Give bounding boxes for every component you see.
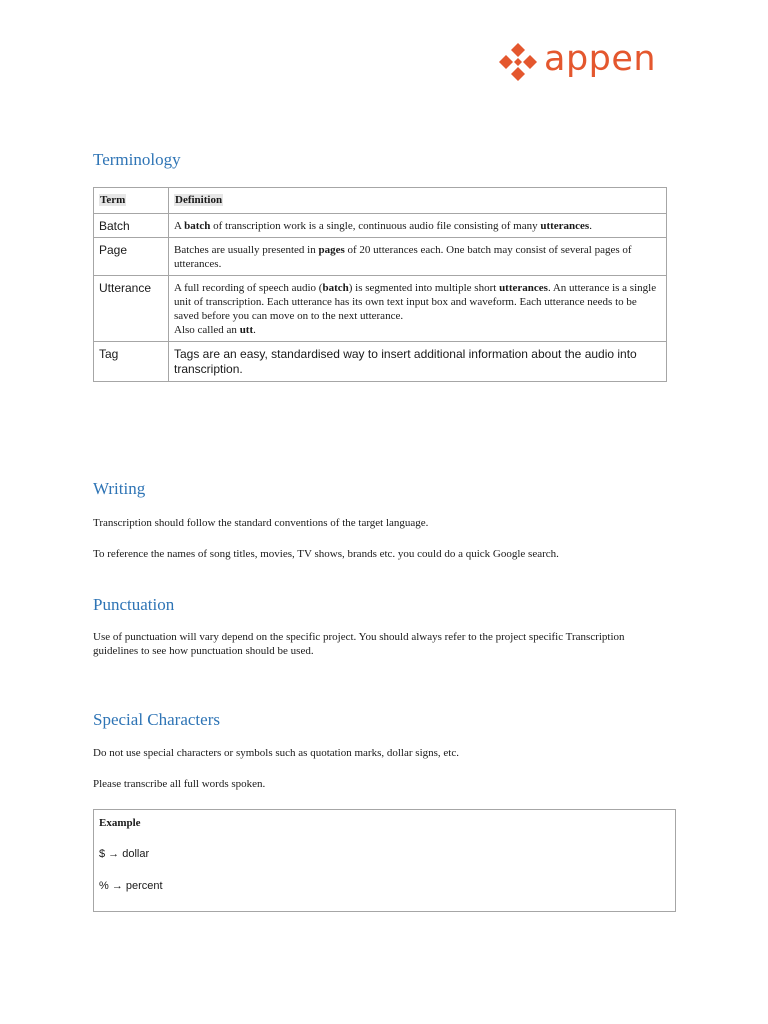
punctuation-heading: Punctuation (93, 595, 175, 614)
definition-cell: A full recording of speech audio (batch) is segmented into multiple short utterances. An utterance is a single unit of transcription. Each utterance has its own text input box and waveform. Each utterance needs to be saved before you can move on to the next utterance. Also called an utt. (169, 276, 667, 342)
special-paragraph-1: Do not use special characters or symbols such as quotation marks, dollar signs, etc. (93, 747, 459, 759)
table-header-row (94, 188, 667, 214)
example-box (93, 809, 676, 912)
example-line-percent: % → percent (99, 880, 163, 892)
terminology-heading: Terminology (93, 150, 181, 169)
writing-heading: Writing (93, 479, 146, 498)
definition-cell: Batches are usually presented in pages of 20 utterances each. One batch may consist of several pages of utterances. (169, 238, 667, 276)
appen-logo (498, 39, 657, 82)
table-row (94, 214, 667, 238)
writing-paragraph-2: To reference the names of song titles, movies, TV shows, brands etc. you could do a quick Google search. (93, 548, 559, 560)
table-row (94, 276, 667, 342)
logo-wordmark: appen (544, 39, 657, 79)
punctuation-paragraph: Use of punctuation will vary depend on the specific project. You should always refer to the project specific Transcription guidelines to see how punctuation should be used. (93, 631, 625, 657)
term-cell: Batch (94, 214, 169, 238)
example-title: Example (99, 817, 141, 829)
term-cell: Utterance (94, 276, 169, 342)
header-term: Term (94, 188, 169, 214)
special-paragraph-2: Please transcribe all full words spoken. (93, 778, 266, 790)
term-cell: Tag (94, 342, 169, 382)
writing-paragraph-1: Transcription should follow the standard conventions of the target language. (93, 517, 429, 529)
terminology-table (93, 187, 667, 382)
term-cell: Page (94, 238, 169, 276)
header-definition: Definition (169, 188, 667, 214)
table-row (94, 238, 667, 276)
special-characters-heading: Special Characters (93, 710, 220, 729)
example-line-dollar: $ → dollar (99, 848, 150, 860)
diamond-cluster-icon (498, 42, 538, 82)
table-row (94, 342, 667, 382)
definition-cell: A batch of transcription work is a single, continuous audio file consisting of many utterances. (169, 214, 667, 238)
definition-cell: Tags are an easy, standardised way to insert additional information about the audio into transcription. (169, 342, 667, 382)
